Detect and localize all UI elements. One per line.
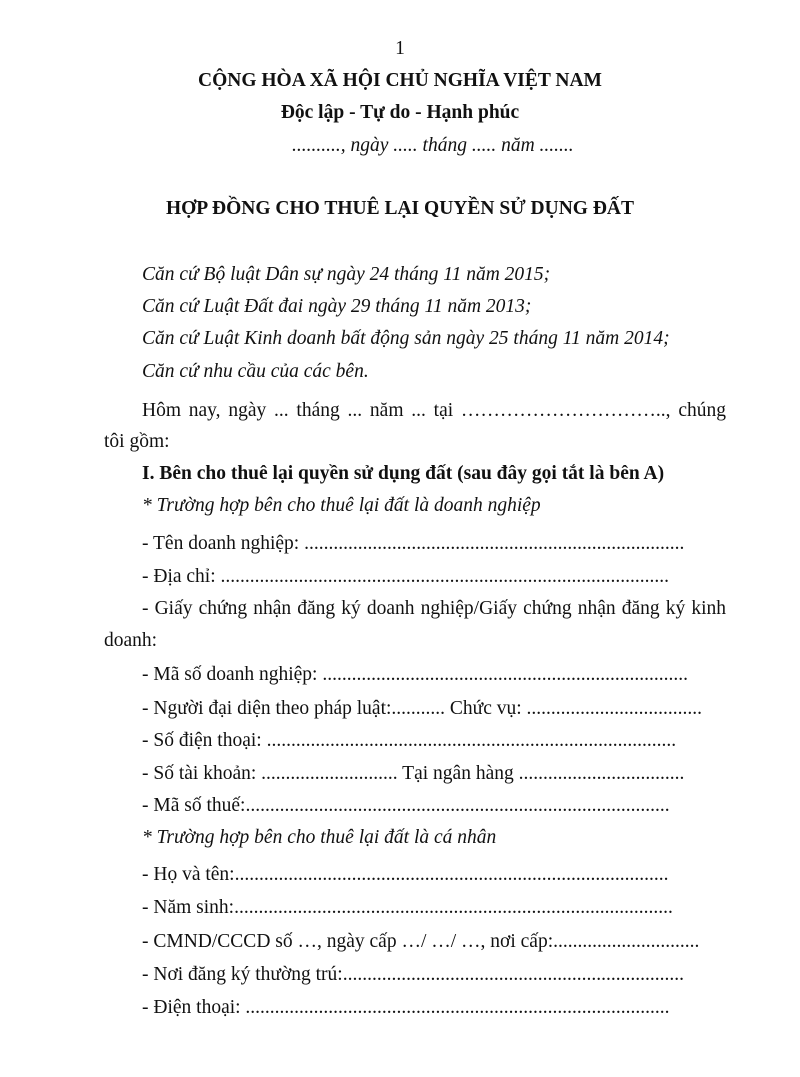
basis-civil-code: Căn cứ Bộ luật Dân sự ngày 24 tháng 11 năm 2015; <box>142 264 551 285</box>
basis-party-needs: Căn cứ nhu cầu của các bên. <box>142 361 369 382</box>
field-business-code: - Mã số doanh nghiệp: ........................................................................... <box>142 664 688 685</box>
section-1-heading: I. Bên cho thuê lại quyền sử dụng đất (sau đây gọi tắt là bên A) <box>142 463 665 484</box>
document-title: HỢP ĐỒNG CHO THUÊ LẠI QUYỀN SỬ DỤNG ĐẤT <box>165 198 635 219</box>
page-number: 1 <box>395 38 405 59</box>
field-business-certificate-continued: doanh: <box>104 630 158 651</box>
field-bank-account: - Số tài khoản: ............................ Tại ngân hàng .................................. <box>142 763 685 784</box>
field-legal-representative: - Người đại diện theo pháp luật:........... Chức vụ: .................................... <box>142 698 703 719</box>
basis-land-law: Căn cứ Luật Đất đai ngày 29 tháng 11 năm 2013; <box>142 296 532 317</box>
basis-real-estate-law: Căn cứ Luật Kinh doanh bất động sản ngày 25 tháng 11 năm 2014; <box>142 328 670 349</box>
field-tax-code: - Mã số thuế:....................................................................................... <box>142 795 670 816</box>
country-heading: CỘNG HÒA XÃ HỘI CHỦ NGHĨA VIỆT NAM <box>198 70 602 91</box>
field-business-phone: - Số điện thoại: .................................................................................... <box>142 730 677 751</box>
motto: Độc lập - Tự do - Hạnh phúc <box>280 102 520 123</box>
field-business-certificate: - Giấy chứng nhận đăng ký doanh nghiệp/Giấy chứng nhận đăng ký kinh <box>142 598 726 619</box>
field-id-card: - CMND/CCCD số …, ngày cấp …/ …/ …, nơi cấp:.............................. <box>142 931 700 952</box>
field-birth-year: - Năm sinh:.......................................................................................... <box>142 897 673 918</box>
intro-line: Hôm nay, ngày ... tháng ... năm ... tại ………………………….., chúng <box>142 400 726 421</box>
field-individual-phone: - Điện thoại: ....................................................................................... <box>142 997 670 1018</box>
case-individual-heading: * Trường hợp bên cho thuê lại đất là cá nhân <box>142 827 497 848</box>
field-business-address: - Địa chỉ: ............................................................................................ <box>142 566 670 587</box>
field-residence: - Nơi đăng ký thường trú:...................................................................... <box>142 964 684 985</box>
field-full-name: - Họ và tên:......................................................................................... <box>142 864 669 885</box>
date-line: .........., ngày ..... tháng ..... năm ....... <box>292 135 574 156</box>
intro-line-continued: tôi gồm: <box>104 431 170 452</box>
field-business-name: - Tên doanh nghiệp: .............................................................................. <box>142 533 685 554</box>
case-business-heading: * Trường hợp bên cho thuê lại đất là doanh nghiệp <box>142 495 541 516</box>
